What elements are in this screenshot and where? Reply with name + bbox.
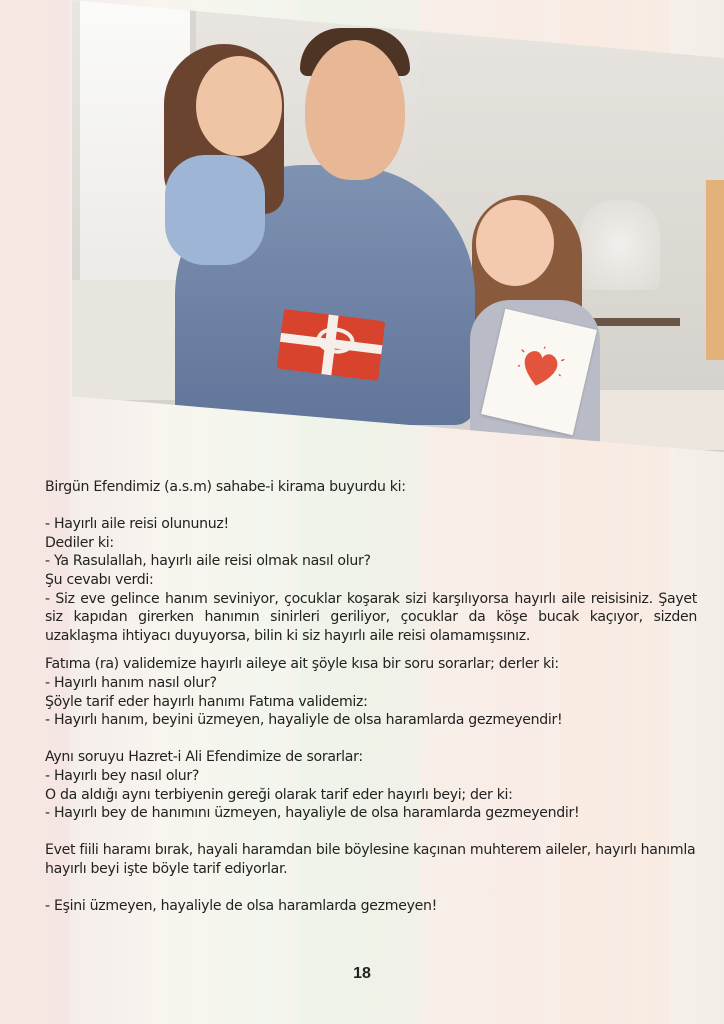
dialogue-line: - Hayırlı bey de hanımını üzmeyen, hayaliyle de olsa haramlarda gezmeyendir! bbox=[45, 805, 580, 822]
dialogue-line: - Hayırlı bey nasıl olur? bbox=[45, 767, 200, 784]
paragraph: Birgün Efendimiz (a.s.m) sahabe-i kirama buyurdu ki: bbox=[45, 479, 406, 495]
dialogue-line: Şu cevabı verdi: bbox=[45, 571, 154, 588]
shelf bbox=[706, 180, 724, 360]
dialogue-line: - Hayırlı hanım, beyini üzmeyen, hayaliyle de olsa haramlarda gezmeyendir! bbox=[45, 712, 563, 729]
side-table bbox=[590, 318, 680, 326]
page-number: 18 bbox=[353, 965, 371, 982]
lamp bbox=[580, 200, 660, 290]
dialogue-line: Şöyle tarif eder hayırlı hanımı Fatıma validemiz: bbox=[45, 693, 368, 710]
dialogue-line: - Hayırlı hanım nasıl olur? bbox=[45, 674, 217, 691]
younger-girl-face bbox=[476, 200, 554, 286]
article-body bbox=[45, 478, 697, 916]
paragraph: Evet fiili haramı bırak, hayali haramdan bile böylesine kaçınan muhterem aileler, hayırlı hanımla hayırlı beyi işte böyle tarif ediyorlar. bbox=[45, 842, 696, 877]
paragraph: Fatıma (ra) validemize hayırlı aileye ait şöyle kısa bir soru sorarlar; derler ki: bbox=[45, 656, 559, 673]
heart-icon bbox=[514, 342, 567, 395]
paragraph: - Eşini üzmeyen, hayaliyle de olsa haramlarda gezmeyen! bbox=[45, 898, 437, 915]
family-photo bbox=[0, 0, 724, 460]
paragraph: - Siz eve gelince hanım seviniyor, çocuklar koşarak sizi karşılıyorsa hayırlı aile reisisiniz. Şayet siz kapıdan girerken hanımın sinirleri geriliyor, çocuklar da köşe bucak kaçıyor, sizden uzaklaşma ihtiyacı duyuyorsa, bilin ki siz hayırlı aile reisi olamamışsınız. bbox=[45, 590, 697, 644]
dialogue-line: O da aldığı aynı terbiyenin gereği olarak tarif eder hayırlı beyi; der ki: bbox=[45, 786, 513, 803]
dialogue-line: - Hayırlı aile reisi olununuz! bbox=[45, 516, 229, 533]
gift-box-icon bbox=[277, 309, 386, 381]
dialogue-line: - Ya Rasulallah, hayırlı aile reisi olmak nasıl olur? bbox=[45, 553, 371, 570]
paragraph: Aynı soruyu Hazret-i Ali Efendimize de sorarlar: bbox=[45, 749, 363, 766]
older-girl-body bbox=[165, 155, 265, 265]
older-girl-face bbox=[196, 56, 282, 156]
dialogue-line: Dediler ki: bbox=[45, 534, 114, 551]
father-face bbox=[305, 40, 405, 180]
